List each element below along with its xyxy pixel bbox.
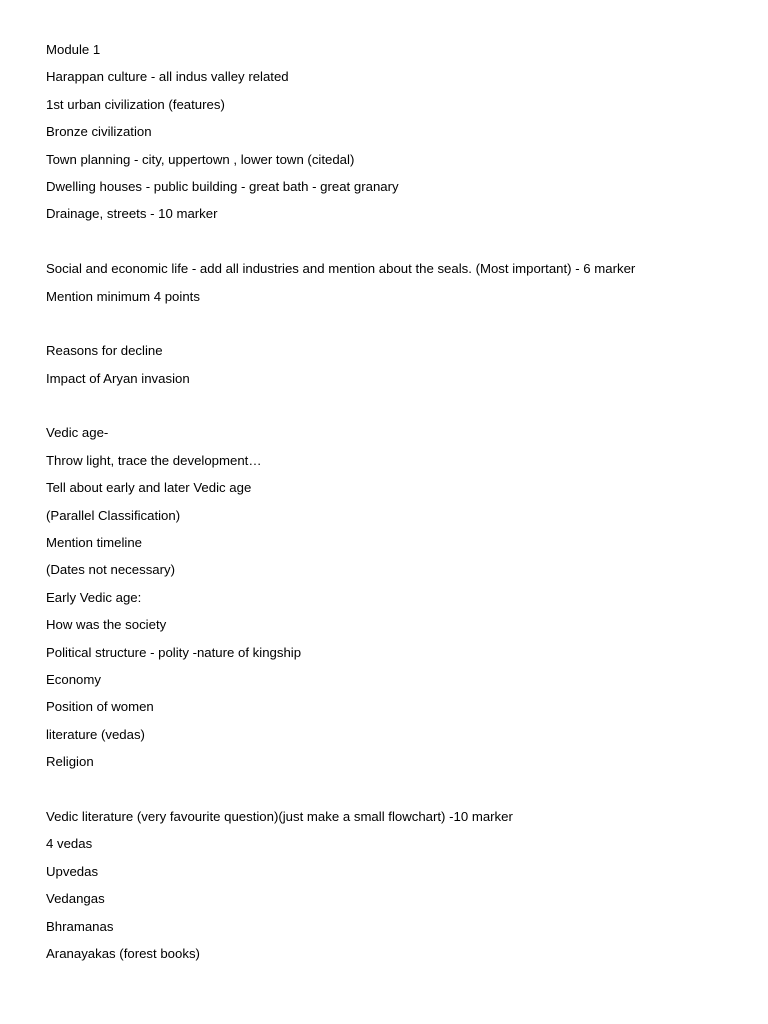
text-block-vedic-age (46, 425, 746, 770)
text-line: Economy (46, 671, 101, 687)
text-line: Position of women (46, 699, 154, 715)
text-block-social-economic (46, 261, 746, 304)
text-line: Upvedas (46, 863, 99, 879)
text-line: Tell about early and later Vedic age (46, 480, 252, 496)
text-line: Harappan culture - all indus valley related (46, 69, 289, 85)
text-line: Social and economic life - add all industries and mention about the seals. (Most important) - 6 marker (46, 261, 636, 277)
text-line: Mention minimum 4 points (46, 288, 200, 304)
text-line: 1st urban civilization (features) (46, 96, 225, 112)
text-block-module (46, 42, 746, 222)
text-line: Bhramanas (46, 918, 114, 934)
text-block-vedic-literature (46, 809, 746, 962)
text-line: Religion (46, 754, 94, 770)
text-line: Aranayakas (forest books) (46, 945, 200, 961)
text-line: Political structure - polity -nature of kingship (46, 644, 302, 660)
text-line: Reasons for decline (46, 343, 163, 359)
blank-line (46, 234, 746, 250)
text-line: (Dates not necessary) (46, 562, 175, 578)
text-line: Throw light, trace the development… (46, 452, 262, 468)
text-line: Vedic age- (46, 425, 109, 441)
heading-module: Module 1 (46, 42, 101, 57)
blank-line (46, 782, 746, 798)
text-line: literature (vedas) (46, 726, 145, 742)
text-line: Early Vedic age: (46, 589, 142, 605)
text-line: Bronze civilization (46, 124, 152, 140)
text-line: Dwelling houses - public building - great bath - great granary (46, 178, 399, 194)
text-line: Drainage, streets - 10 marker (46, 206, 218, 222)
text-block-decline (46, 343, 746, 386)
blank-line (46, 398, 746, 414)
text-line: Impact of Aryan invasion (46, 370, 190, 386)
text-line: How was the society (46, 617, 167, 633)
text-line: Town planning - city, uppertown , lower town (citedal) (46, 151, 355, 167)
text-line: Vedic literature (very favourite question)(just make a small flowchart) -10 marker (46, 808, 513, 824)
text-line: Vedangas (46, 891, 105, 907)
text-line: Mention timeline (46, 535, 143, 551)
document-page (46, 42, 746, 973)
text-line: (Parallel Classification) (46, 507, 181, 523)
blank-line (46, 316, 746, 332)
text-line: 4 vedas (46, 836, 93, 852)
